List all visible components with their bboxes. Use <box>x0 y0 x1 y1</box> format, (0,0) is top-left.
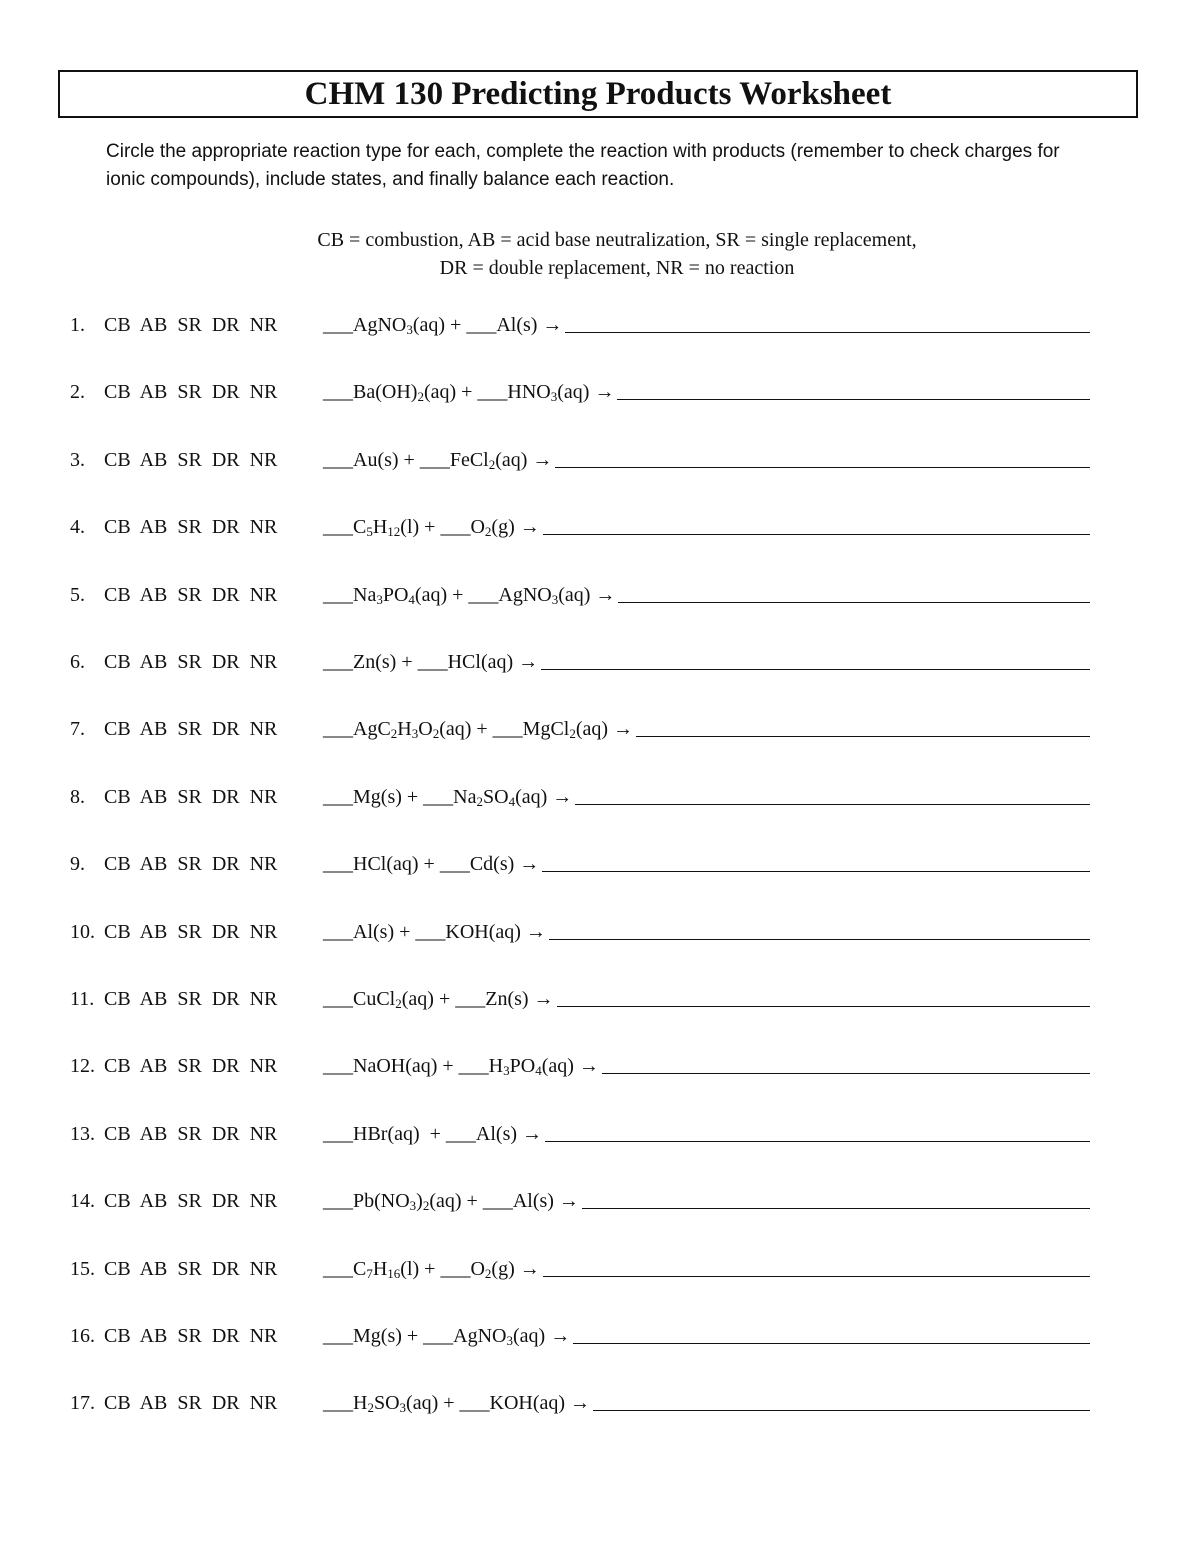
question-number: 14. <box>70 1190 95 1213</box>
question-number: 9. <box>70 853 85 876</box>
reactants: $\_\_\_C_7H_{16}(l)$ + $\_\_\_O_2(g)$ → <box>323 1257 540 1281</box>
answer-blank[interactable] <box>543 1262 1090 1277</box>
question-row <box>70 849 1090 879</box>
reaction-type-options[interactable]: CB AB SR DR NR <box>104 785 278 808</box>
question-number: 1. <box>70 314 85 336</box>
question-number: 2. <box>70 381 85 404</box>
question-number: 6. <box>70 651 85 673</box>
reactants: $\_\_\_H_2SO_3(aq)$ + ___KOH(aq) → <box>323 1392 591 1416</box>
question-number: 17. <box>70 1392 95 1415</box>
reaction-type-options[interactable]: CB AB SR DR NR <box>104 920 278 943</box>
answer-blank[interactable] <box>593 1396 1090 1411</box>
reactants: ___Al(s) + ___KOH(aq) → <box>323 920 546 943</box>
answer-blank[interactable] <box>565 318 1090 333</box>
title-box <box>58 70 1138 118</box>
reactants: ___HCl(aq) + ___Cd(s) → <box>323 853 540 876</box>
question-row <box>70 377 1090 407</box>
reaction-type-options[interactable]: CB AB SR DR NR <box>104 1190 278 1213</box>
reaction-type-options[interactable]: CB AB SR DR NR <box>104 381 278 404</box>
question-number: 13. <box>70 1122 95 1145</box>
reactants: $\_\_\_Ba(OH)_2(aq)$ + $\_\_\_HNO_3(aq)$ → <box>323 381 615 405</box>
reaction-type-options[interactable]: CB AB SR DR NR <box>104 988 278 1010</box>
question-number: 15. <box>70 1257 95 1280</box>
reaction-type-options[interactable]: CB AB SR DR NR <box>104 853 278 876</box>
answer-blank[interactable] <box>555 453 1090 468</box>
reactants: ___Mg(s) + $\_\_\_Na_2SO_4(aq)$ → <box>323 785 573 809</box>
answer-blank[interactable] <box>573 1329 1090 1344</box>
instructions-text: Circle the appropriate reaction type for each, complete the reaction with products (remember to check charges for ionic compounds), include states, and finally balance each reaction. <box>106 141 1060 190</box>
answer-blank[interactable] <box>575 790 1090 805</box>
reactants: ___Mg(s) + ___AgNO$_3$(aq) → <box>323 1325 571 1348</box>
question-number: 16. <box>70 1325 95 1347</box>
question-row <box>70 782 1090 812</box>
reactants: $\_\_\_Pb(NO_3)_2(aq)$ + ___Al(s) → <box>323 1190 579 1214</box>
answer-blank[interactable] <box>557 992 1090 1007</box>
reaction-type-options[interactable]: CB AB SR DR NR <box>104 516 278 539</box>
question-number: 4. <box>70 516 85 539</box>
reaction-type-options[interactable]: CB AB SR DR NR <box>104 314 278 336</box>
reaction-type-options[interactable]: CB AB SR DR NR <box>104 1122 278 1145</box>
reaction-type-options[interactable]: CB AB SR DR NR <box>104 1392 278 1415</box>
answer-blank[interactable] <box>636 722 1090 737</box>
answer-blank[interactable] <box>602 1059 1090 1074</box>
answer-blank[interactable] <box>617 385 1090 400</box>
question-row <box>70 1254 1090 1284</box>
question-number: 10. <box>70 920 95 943</box>
question-row <box>70 310 1090 340</box>
reaction-type-options[interactable]: CB AB SR DR NR <box>104 1257 278 1280</box>
reaction-type-options[interactable]: CB AB SR DR NR <box>104 651 278 673</box>
question-number: 8. <box>70 785 85 808</box>
question-row <box>70 1388 1090 1418</box>
reactants: ___CuCl$_2$(aq) + ___Zn(s) → <box>323 988 554 1011</box>
question-row <box>70 512 1090 542</box>
question-number: 5. <box>70 583 85 606</box>
question-row <box>70 647 1090 677</box>
question-row <box>70 1186 1090 1216</box>
reactants: ___Au(s) + ___FeCl$_2$(aq) → <box>323 448 553 472</box>
reaction-type-options[interactable]: CB AB SR DR NR <box>104 1325 278 1347</box>
answer-blank[interactable] <box>545 1127 1090 1142</box>
question-row <box>70 445 1090 475</box>
question-number: 3. <box>70 448 85 471</box>
question-row <box>70 1051 1090 1081</box>
question-row <box>70 714 1090 744</box>
reaction-type-options[interactable]: CB AB SR DR NR <box>104 583 278 606</box>
reaction-type-options[interactable]: CB AB SR DR NR <box>104 1055 278 1078</box>
question-row <box>70 1321 1090 1351</box>
question-number: 12. <box>70 1055 95 1078</box>
reactants: $\_\_\_AgC_2H_3O_2(aq)$ + ___MgCl$_2$(aq) → <box>323 718 634 742</box>
question-number: 11. <box>70 988 95 1010</box>
reaction-type-options[interactable]: CB AB SR DR NR <box>104 448 278 471</box>
answer-blank[interactable] <box>542 857 1090 872</box>
question-number: 7. <box>70 718 85 741</box>
reactants: ___HBr(aq) + ___Al(s) → <box>323 1122 543 1145</box>
legend-line-1: CB = combustion, AB = acid base neutralization, SR = single replacement, <box>317 229 917 251</box>
answer-blank[interactable] <box>618 588 1090 603</box>
reactants: $\_\_\_C_5H_{12}(l)$ + $\_\_\_O_2(g)$ → <box>323 516 540 540</box>
question-row <box>70 917 1090 947</box>
answer-blank[interactable] <box>541 655 1090 670</box>
question-row <box>70 1119 1090 1149</box>
reactants: $\_\_\_Na_3PO_4(aq)$ + ___AgNO$_3$(aq) → <box>323 583 616 607</box>
legend-line-2: DR = double replacement, NR = no reaction <box>439 257 795 279</box>
reaction-type-options[interactable]: CB AB SR DR NR <box>104 718 278 741</box>
page-title: CHM 130 Predicting Products Worksheet <box>304 75 892 112</box>
reactants: ___AgNO$_3$(aq) + ___Al(s) → <box>323 314 563 337</box>
answer-blank[interactable] <box>543 520 1090 535</box>
answer-blank[interactable] <box>582 1194 1090 1209</box>
reactants: ___Zn(s) + ___HCl(aq) → <box>323 651 539 673</box>
question-row <box>70 984 1090 1014</box>
reaction-type-legend <box>0 226 1200 282</box>
reactants: ___NaOH(aq) + $\_\_\_H_3PO_4(aq)$ → <box>323 1055 599 1079</box>
answer-blank[interactable] <box>549 925 1090 940</box>
question-row <box>70 580 1090 610</box>
